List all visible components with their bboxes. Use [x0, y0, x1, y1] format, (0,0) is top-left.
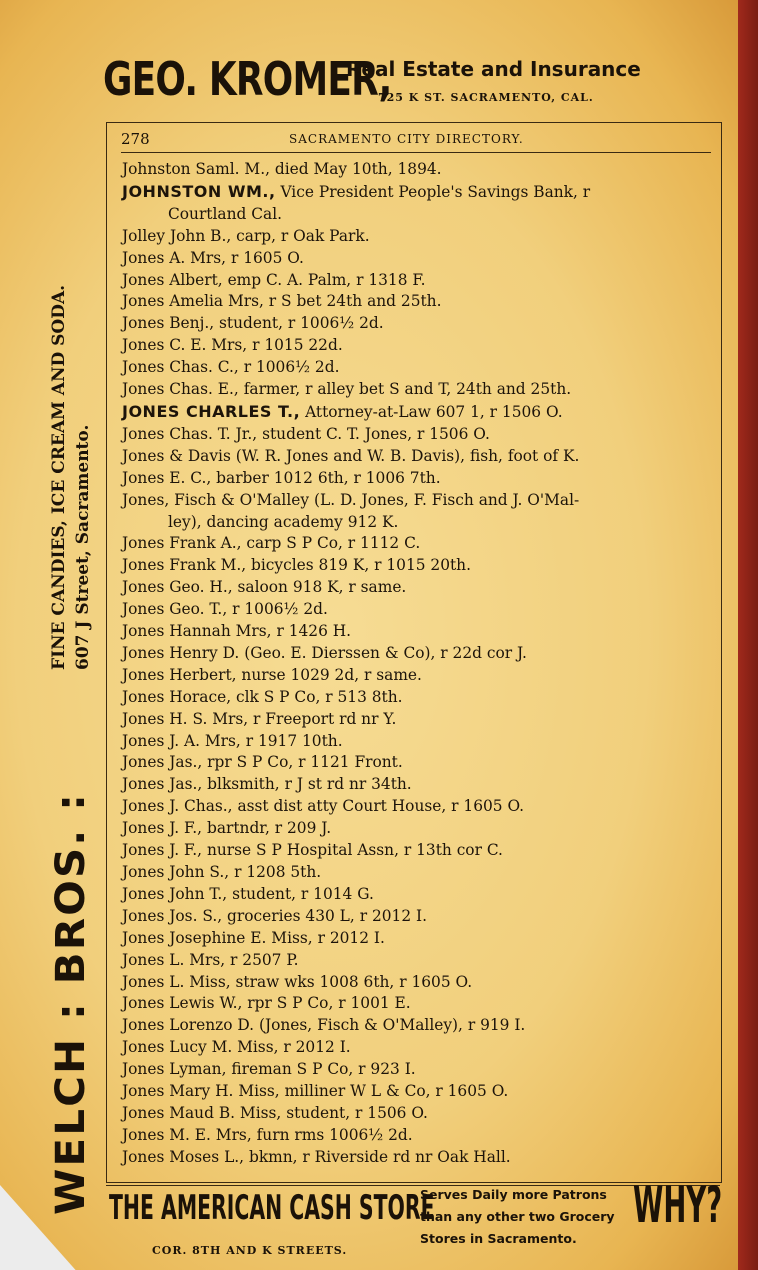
entry-text: Johnston Saml. M., died May 10th, 1894. — [122, 160, 442, 178]
entry-text: Jones Lewis W., rpr S P Co, r 1001 E. — [122, 994, 411, 1013]
listing-entry — [122, 906, 714, 928]
entry-text: Courtland Cal. — [168, 204, 283, 223]
listing-entry — [122, 774, 714, 796]
side-ad-name: WELCH : BROS. : — [48, 792, 94, 1215]
listing-entry — [122, 577, 714, 599]
entry-text: Jones Lorenzo D. (Jones, Fisch & O'Malley), r 919 I. — [122, 1016, 526, 1035]
entry-name-bold: JOHNSTON WM., — [122, 181, 276, 201]
entry-text: Jones E. C., barber 1012 6th, r 1006 7th. — [122, 468, 441, 487]
entry-name-bold: JONES CHARLES T., — [122, 401, 301, 421]
side-ad — [48, 284, 94, 1215]
listing-entry — [122, 796, 714, 818]
entry-text: Jones J. F., nurse S P Hospital Assn, r 13th cor C. — [122, 841, 503, 860]
entry-text: Jones Lucy M. Miss, r 2012 I. — [122, 1038, 351, 1057]
entry-text: Jones John T., student, r 1014 G. — [122, 884, 374, 903]
directory-listing — [122, 159, 714, 1169]
entry-text: Vice President People's Savings Bank, r — [275, 182, 591, 201]
listing-entry — [122, 752, 714, 774]
page-number: 278 — [121, 130, 150, 148]
entry-text: Jones Chas. E., farmer, r alley bet S and T, 24th and 25th. — [122, 380, 572, 399]
listing-entry — [122, 379, 714, 401]
listing-entry — [122, 818, 714, 840]
side-ad-details — [47, 285, 95, 670]
listing-entry — [122, 270, 714, 292]
listing-entry — [122, 468, 714, 490]
entry-text: Jones C. E. Mrs, r 1015 22d. — [122, 336, 343, 355]
listing-entry — [122, 335, 714, 357]
entry-text: Jones Horace, clk S P Co, r 513 8th. — [122, 687, 403, 706]
bottom-ad-tag-line1: Serves Daily more Patrons — [420, 1187, 607, 1202]
top-ad-address: 725 K ST. SACRAMENTO, CAL. — [378, 91, 594, 104]
entry-text: Jones Henry D. (Geo. E. Dierssen & Co), r 22d cor J. — [122, 643, 527, 662]
listing-entry — [122, 446, 714, 468]
entry-text: Jones Jas., blksmith, r J st rd nr 34th. — [122, 775, 412, 794]
entry-text: Jolley John B., carp, r Oak Park. — [122, 226, 370, 245]
listing-entry — [122, 1037, 714, 1059]
bottom-ad-tagline — [420, 1184, 632, 1250]
listing-entry — [122, 1015, 714, 1037]
entry-text: Jones L. Miss, straw wks 1008 6th, r 1605 O. — [122, 972, 473, 991]
entry-text: Jones M. E. Mrs, furn rms 1006½ 2d. — [122, 1125, 413, 1144]
entry-text: Jones Amelia Mrs, r S bet 24th and 25th. — [122, 292, 442, 311]
entry-text: Jones Josephine E. Miss, r 2012 I. — [122, 928, 385, 947]
listing-entry — [122, 424, 714, 446]
listing-continuation — [122, 204, 714, 226]
entry-text: Jones H. S. Mrs, r Freeport rd nr Y. — [122, 709, 397, 728]
entry-text: Jones A. Mrs, r 1605 O. — [122, 248, 304, 267]
listing-entry — [122, 709, 714, 731]
entry-text: Jones Moses L., bkmn, r Riverside rd nr Oak Hall. — [122, 1147, 511, 1166]
listing-entry — [122, 643, 714, 665]
entry-text: Jones Benj., student, r 1006½ 2d. — [122, 314, 384, 333]
listing-entry — [122, 1059, 714, 1081]
listing-continuation — [122, 512, 714, 534]
entry-text: Jones Jos. S., groceries 430 L, r 2012 I. — [122, 906, 427, 925]
entry-text: Jones Mary H. Miss, milliner W L & Co, r 1605 O. — [122, 1082, 509, 1101]
entry-text: Jones Hannah Mrs, r 1426 H. — [122, 622, 352, 641]
listing-entry — [122, 159, 714, 181]
listing-entry — [122, 621, 714, 643]
entry-text: Jones & Davis (W. R. Jones and W. B. Davis), fish, foot of K. — [122, 446, 580, 465]
listing-entry — [122, 226, 714, 248]
entry-text: Jones J. A. Mrs, r 1917 10th. — [122, 731, 343, 750]
bottom-ad-why: WHY? — [633, 1176, 723, 1234]
bottom-ad-tag-line2: than any other two Grocery — [420, 1209, 615, 1224]
side-ad-line1: FINE CANDIES, ICE CREAM AND SODA. — [49, 284, 69, 670]
entry-text: Jones L. Mrs, r 2507 P. — [122, 950, 299, 969]
entry-text: Jones Frank A., carp S P Co, r 1112 C. — [122, 534, 421, 553]
entry-text: Jones J. F., bartndr, r 209 J. — [122, 819, 332, 838]
listing-entry — [122, 665, 714, 687]
listing-entry — [122, 533, 714, 555]
listing-entry — [122, 248, 714, 270]
listing-entry — [122, 1103, 714, 1125]
listing-entry — [122, 357, 714, 379]
entry-text: Jones Frank M., bicycles 819 K, r 1015 20th. — [122, 556, 471, 575]
listing-entry — [122, 555, 714, 577]
listing-entry — [122, 884, 714, 906]
entry-text: Jones Chas. C., r 1006½ 2d. — [122, 358, 340, 377]
listing-entry — [122, 972, 714, 994]
bottom-ad-store: THE AMERICAN CASH STORE — [109, 1188, 435, 1228]
listing-entry — [122, 993, 714, 1015]
entry-text: Jones Chas. T. Jr., student C. T. Jones, r 1506 O. — [122, 424, 490, 443]
listing-entry — [122, 490, 714, 512]
listing-entry — [122, 862, 714, 884]
listing-entry — [122, 291, 714, 313]
entry-text: Jones, Fisch & O'Malley (L. D. Jones, F. Fisch and J. O'Mal- — [122, 490, 580, 509]
side-ad-line2: 607 J Street, Sacramento. — [73, 424, 93, 670]
listing-entry — [122, 928, 714, 950]
entry-text: ley), dancing academy 912 K. — [168, 512, 399, 531]
listing-entry — [122, 599, 714, 621]
entry-text: Jones Lyman, fireman S P Co, r 923 I. — [122, 1060, 416, 1079]
running-title: SACRAMENTO CITY DIRECTORY. — [289, 132, 524, 146]
entry-text: Jones J. Chas., asst dist atty Court House, r 1605 O. — [122, 797, 525, 816]
entry-text: Jones Geo. H., saloon 918 K, r same. — [122, 578, 407, 597]
listing-entry — [122, 687, 714, 709]
entry-text: Jones Geo. T., r 1006½ 2d. — [122, 600, 328, 619]
book-edge — [738, 0, 758, 1270]
listing-entry — [122, 731, 714, 753]
listing-entry — [122, 313, 714, 335]
entry-text: Attorney-at-Law 607 1, r 1506 O. — [300, 402, 563, 421]
top-ad-name: GEO. KROMER, — [103, 52, 392, 106]
bottom-ad-tag-line3: Stores in Sacramento. — [420, 1231, 577, 1246]
entry-text: Jones Maud B. Miss, student, r 1506 O. — [122, 1103, 428, 1122]
top-ad-services: Real Estate and Insurance — [346, 57, 641, 81]
entry-text: Jones Albert, emp C. A. Palm, r 1318 F. — [122, 270, 426, 289]
listing-entry — [122, 950, 714, 972]
listing-entry — [122, 1147, 714, 1169]
listing-entry — [122, 401, 714, 424]
bottom-ad-address: COR. 8TH AND K STREETS. — [152, 1244, 348, 1257]
entry-text: Jones Herbert, nurse 1029 2d, r same. — [122, 665, 422, 684]
listing-entry — [122, 181, 714, 204]
listing-entry — [122, 1081, 714, 1103]
listing-entry — [122, 840, 714, 862]
entry-text: Jones John S., r 1208 5th. — [122, 863, 322, 881]
entry-text: Jones Jas., rpr S P Co, r 1121 Front. — [122, 753, 403, 772]
page-header — [121, 130, 711, 153]
listing-entry — [122, 1125, 714, 1147]
